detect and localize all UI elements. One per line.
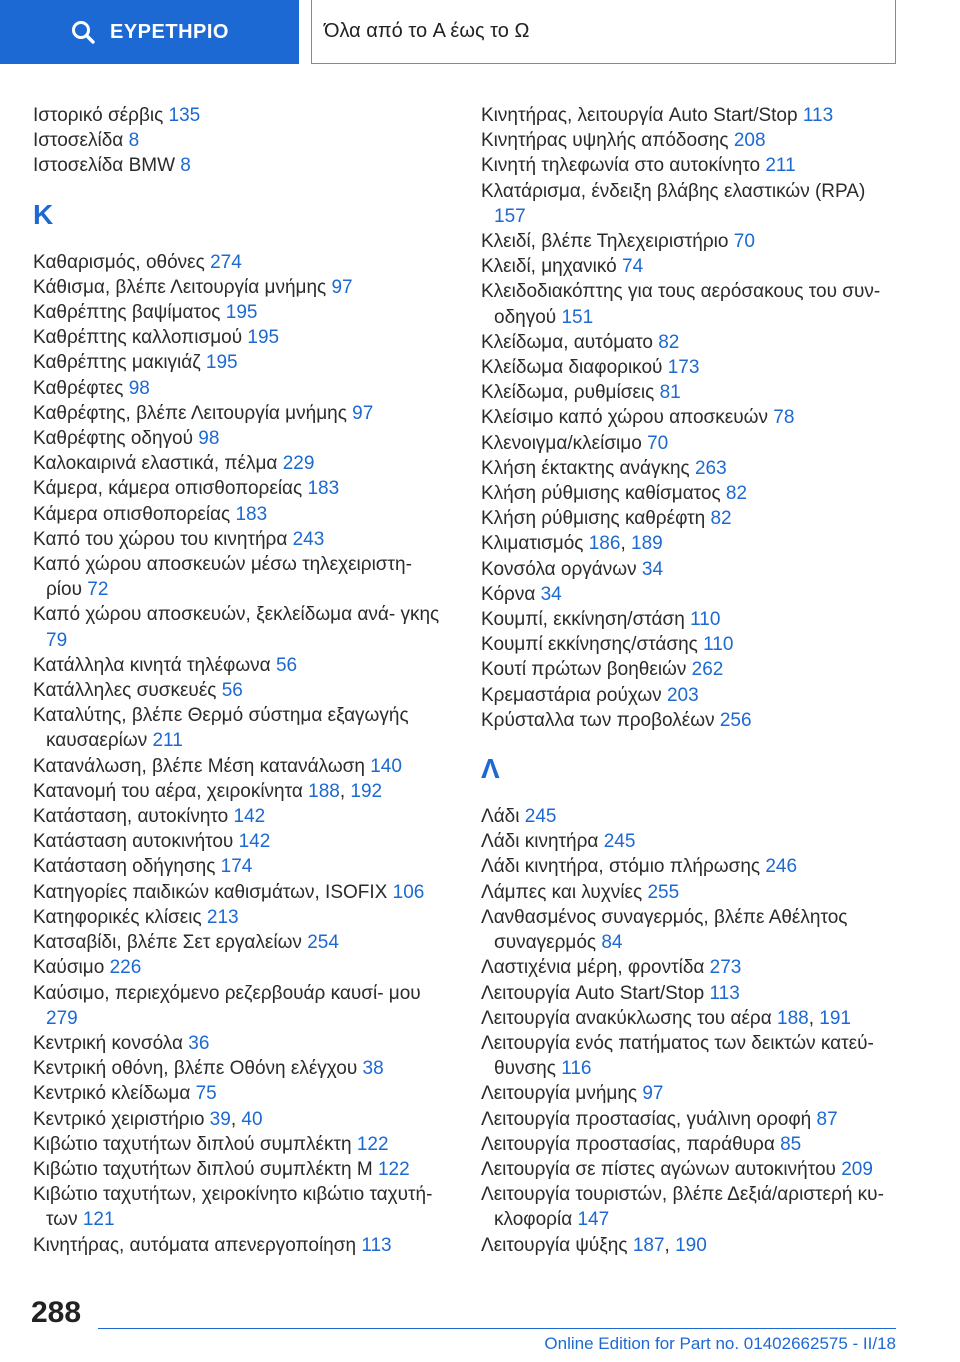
page-link[interactable]: 187 [632, 1234, 665, 1256]
index-entry [33, 703, 453, 753]
index-term: Ιστορικό σέρβις [33, 105, 169, 126]
page-link[interactable]: 195 [205, 352, 238, 374]
index-term: Καθρέφτης οδηγού [33, 428, 199, 450]
index-term: Κατηγορίες παιδικών καθισμάτων, ISOFIX [33, 881, 393, 903]
index-term: Καπό του χώρου του κινητήρα [33, 528, 293, 550]
page-link[interactable]: 122 [356, 1133, 389, 1155]
index-term: Λειτουργία προστασίας, παράθυρα [481, 1133, 781, 1155]
index-entry [33, 1233, 453, 1258]
page-link[interactable]: 39 [209, 1108, 231, 1130]
page-link[interactable]: 97 [331, 276, 353, 298]
index-entry [33, 451, 453, 476]
index-term: Κατάλληλα κινητά τηλέφωνα [33, 654, 276, 676]
index-entry [33, 153, 453, 178]
index-entry: Κεντρικό χειριστήριο 39, 40 [33, 1108, 263, 1130]
page-link[interactable]: 174 [220, 856, 253, 878]
index-term: Κλενοιγμα/κλείσιμο [481, 432, 648, 454]
page-link[interactable]: 173 [667, 357, 700, 379]
index-entry [481, 981, 901, 1006]
index-entry [481, 829, 901, 854]
page-link[interactable]: 192 [350, 780, 383, 802]
index-term: Λειτουργία σε πίστες αγώνων αυτοκινήτου [481, 1158, 842, 1180]
index-entry [33, 829, 453, 854]
index-entry [33, 1031, 453, 1056]
index-entry [481, 607, 901, 632]
index-term: Κιβώτιο ταχυτήτων, χειροκίνητο κιβώτιο ταχυτή‐ των [33, 1184, 433, 1231]
index-term: Κινητήρας, λειτουργία Auto Start/Stop [481, 105, 803, 126]
page-link[interactable]: 78 [773, 407, 795, 429]
footer-divider [98, 1328, 896, 1329]
index-term: Λάδι κινητήρα, στόμιο πλήρωσης [481, 856, 766, 878]
page-link[interactable]: 190 [675, 1234, 707, 1256]
page-link[interactable]: 110 [690, 609, 721, 631]
index-entry [33, 1157, 453, 1182]
footer-edition-link[interactable]: Online Edition for Part no. 01402662575 - II/18 [544, 1334, 896, 1353]
index-term: Λειτουργία ενός πατήματος των δεικτών κατεύ‐ θυνσης [481, 1032, 874, 1080]
page-link[interactable]: 81 [659, 382, 681, 404]
index-term: Λαστιχένια μέρη, φροντίδα [481, 957, 710, 979]
index-term: Κιβώτιο ταχυτήτων διπλού συμπλέκτη M [33, 1158, 378, 1180]
page-link[interactable]: 8 [128, 130, 140, 152]
page-link[interactable]: 274 [210, 251, 242, 273]
index-entry [481, 557, 901, 582]
index-term: Κλειδοδιακόπτης για τους αερόσακους του συν‐ οδηγού [481, 281, 881, 328]
index-term: Κλείδωμα, ρυθμίσεις [481, 382, 660, 404]
index-term: Κατηφορικές κλίσεις [33, 906, 207, 928]
index-term: Κατανάλωση, βλέπε Μέση κατανάλωση [33, 755, 371, 777]
index-entry [481, 657, 901, 682]
index-entry [481, 103, 901, 128]
index-term: Καθαρισμός, οθόνες [33, 251, 211, 273]
page-link[interactable]: 82 [658, 331, 680, 353]
page-link[interactable]: 246 [765, 856, 798, 878]
page-link[interactable]: 140 [370, 755, 402, 777]
index-term: Κλήση ρύθμισης καθίσματος [481, 483, 726, 505]
index-entry [33, 905, 453, 930]
page-link[interactable]: 82 [725, 483, 748, 505]
index-entry [33, 602, 453, 652]
page-link[interactable]: 203 [666, 684, 699, 706]
top-navigation [0, 0, 960, 66]
index-entry: Κλιματισμός 186, 189 [481, 533, 663, 555]
index-letter-heading: Λ [481, 753, 500, 785]
index-term: Λειτουργία μνήμης [481, 1083, 643, 1105]
index-term: Λανθασμένος συναγερμός, βλέπε Αθέλητος συναγερμός [481, 906, 848, 954]
page-link[interactable]: 38 [362, 1058, 384, 1080]
page-link[interactable]: 122 [377, 1158, 410, 1180]
index-entry [33, 103, 453, 128]
index-search-tab[interactable] [0, 0, 299, 64]
page-link[interactable]: 84 [601, 932, 623, 954]
index-entry [481, 128, 901, 153]
index-term: Κινητήρας υψηλής απόδοσης [481, 130, 734, 152]
index-entry [33, 325, 453, 350]
index-entry [481, 708, 901, 733]
page-link[interactable]: 75 [195, 1083, 217, 1105]
index-term: Κουμπί, εκκίνηση/στάση [481, 609, 691, 631]
page-link[interactable]: 211 [152, 730, 183, 752]
index-term: Κλατάρισμα, ένδειξη βλάβης ελαστικών (RPA) [481, 180, 866, 202]
index-entry [33, 804, 453, 829]
index-entry [481, 880, 901, 905]
page-link[interactable]: 209 [841, 1158, 873, 1180]
page-link[interactable]: 183 [235, 503, 268, 525]
page-link[interactable]: 226 [109, 957, 142, 979]
page-link[interactable]: 208 [733, 130, 766, 152]
index-term: Κατάσταση οδήγησης [33, 856, 221, 878]
index-entry [33, 401, 453, 426]
page-link[interactable]: 8 [180, 155, 191, 177]
index-entry [481, 1081, 901, 1106]
index-entry [33, 300, 453, 325]
page-link[interactable]: 116 [561, 1058, 592, 1080]
index-entry [33, 1132, 453, 1157]
page-link[interactable]: 188 [308, 780, 340, 802]
page-link[interactable]: 142 [233, 806, 266, 828]
page-link[interactable]: 245 [603, 831, 636, 853]
index-entry [481, 632, 901, 657]
index-term: Κατσαβίδι, βλέπε Σετ εργαλείων [33, 932, 308, 954]
index-entry [481, 1132, 901, 1157]
index-entry [481, 456, 901, 481]
index-entry [481, 1031, 901, 1081]
page-link[interactable]: 85 [780, 1133, 802, 1155]
index-term: Καθρέπτης μακιγιάζ [33, 352, 206, 374]
index-entry [33, 1056, 453, 1081]
page-link[interactable]: 97 [642, 1083, 664, 1105]
index-entry [33, 1182, 453, 1232]
index-term: Κόρνα [481, 583, 541, 605]
index-entry [33, 981, 453, 1031]
index-term: Λάδι [481, 806, 525, 828]
page-link[interactable]: 98 [128, 377, 150, 399]
index-entry [33, 476, 453, 501]
page-link[interactable]: 113 [709, 982, 740, 1004]
index-term: Καύσιμο, περιεχόμενο ρεζερβουάρ καυσί‐ μου [33, 982, 421, 1004]
index-term: Κρύσταλλα των προβολέων [481, 709, 720, 731]
index-entry [33, 502, 453, 527]
index-entry [481, 955, 901, 980]
index-entry [33, 350, 453, 375]
page-link[interactable]: 211 [765, 155, 796, 177]
page-link[interactable]: 157 [494, 205, 526, 227]
index-term: Κατάσταση, αυτοκίνητο [33, 806, 234, 828]
index-entry [33, 376, 453, 401]
index-term: Καταλύτης, βλέπε Θερμό σύστημα εξαγωγής καυσαερίων [33, 705, 409, 752]
index-term: Λειτουργία προστασίας, γυάλινη οροφή [481, 1108, 817, 1130]
index-term: Καπό χώρου αποσκευών, ξεκλείδωμα ανά‐ γκης [33, 604, 440, 626]
index-term: Λάδι κινητήρα [481, 831, 604, 853]
index-entry [481, 481, 901, 506]
index-term: Κλήση ρύθμισης καθρέφτη [481, 508, 711, 530]
index-term: Κάμερα οπισθοπορείας [33, 503, 236, 525]
index-entry [33, 527, 453, 552]
index-entry: Κατανομή του αέρα, χειροκίνητα 188, 192 [33, 780, 383, 802]
index-entry [33, 275, 453, 300]
index-entry [33, 653, 453, 678]
index-column-left [33, 103, 453, 1258]
index-letter-heading: K [33, 198, 54, 230]
page-link[interactable]: 70 [647, 432, 669, 454]
index-entry [481, 506, 901, 531]
page-link[interactable]: 229 [282, 453, 315, 475]
page-link[interactable]: 273 [709, 957, 742, 979]
search-icon [70, 19, 96, 45]
page-link[interactable]: 98 [198, 428, 220, 450]
index-term: Κρεμαστάρια ρούχων [481, 684, 667, 706]
index-term: Κουμπί εκκίνησης/στάσης [481, 634, 704, 656]
index-entry [481, 854, 901, 879]
page-link[interactable]: 82 [710, 508, 732, 530]
index-term: Ιστοσελίδα BMW [33, 155, 181, 177]
index-term: Καλοκαιρινά ελαστικά, πέλμα [33, 453, 283, 475]
page-link[interactable]: 97 [352, 402, 374, 424]
index-term: Κλειδί, βλέπε Τηλεχειριστήριο [481, 231, 734, 253]
index-entry [33, 426, 453, 451]
page-link[interactable]: 189 [631, 533, 663, 555]
index-term: Κινητήρας, αυτόματα απενεργοποίηση [33, 1234, 362, 1256]
index-entry: Λειτουργία ψύξης 187, 190 [481, 1234, 707, 1256]
page-link[interactable]: 191 [819, 1007, 851, 1029]
page-link[interactable]: 213 [206, 906, 239, 928]
index-entry [481, 355, 901, 380]
page-link[interactable]: 70 [733, 231, 755, 253]
index-term: Κλιματισμός [481, 533, 589, 555]
index-term: Καπό χώρου αποσκευών μέσω τηλεχειριστη‐ ρίου [33, 554, 412, 601]
page-link[interactable]: 254 [307, 932, 339, 954]
index-entry [481, 804, 901, 829]
index-tab-label: ΕΥΡΕΤΗΡΙΟ [110, 20, 229, 43]
index-entry [481, 1157, 901, 1182]
page-link[interactable]: 245 [524, 806, 557, 828]
index-term: Καθρέπτης καλλοπισμού [33, 327, 248, 349]
index-entry [33, 250, 453, 275]
index-entry [481, 1182, 901, 1232]
index-term: Λειτουργία Auto Start/Stop [481, 982, 710, 1004]
index-entry: Λειτουργία ανακύκλωσης του αέρα 188, 191 [481, 1007, 851, 1029]
page-link[interactable]: 79 [46, 629, 68, 651]
index-term: Καύσιμο [33, 957, 110, 979]
page-link[interactable]: 188 [777, 1007, 809, 1029]
page-link[interactable]: 40 [241, 1108, 263, 1130]
index-entry [481, 683, 901, 708]
page-link[interactable]: 56 [221, 680, 243, 702]
page-link[interactable]: 87 [816, 1108, 838, 1130]
index-entry [481, 582, 901, 607]
index-entry [33, 854, 453, 879]
index-entry [481, 330, 901, 355]
index-entry [33, 930, 453, 955]
index-column-right [481, 103, 901, 1258]
page-link[interactable]: 74 [622, 256, 644, 278]
page-link[interactable]: 279 [46, 1007, 78, 1029]
index-entry [33, 1081, 453, 1106]
page-link[interactable]: 110 [703, 634, 734, 656]
page-link[interactable]: 243 [292, 528, 325, 550]
page-link[interactable]: 195 [247, 327, 280, 349]
page-link[interactable]: 113 [802, 105, 834, 126]
page-link[interactable]: 262 [691, 659, 724, 681]
index-entry [481, 405, 901, 430]
index-term: Λειτουργία τουριστών, βλέπε Δεξιά/αριστερή κυ‐ κλοφορία [481, 1184, 884, 1231]
index-entry [481, 153, 901, 178]
index-term: Λειτουργία ανακύκλωσης του αέρα [481, 1007, 778, 1029]
index-term: Κεντρική κονσόλα [33, 1032, 189, 1054]
section-title: Όλα από το A έως το Ω [311, 0, 896, 64]
index-term: Κατανομή του αέρα, χειροκίνητα [33, 780, 309, 802]
index-entry [481, 905, 901, 955]
page-link[interactable]: 56 [275, 654, 298, 676]
index-entry [33, 678, 453, 703]
index-entry [33, 552, 453, 602]
index-term: Ιστοσελίδα [33, 130, 129, 152]
page-link[interactable]: 183 [307, 478, 340, 500]
index-term: Κεντρική οθόνη, βλέπε Οθόνη ελέγχου [33, 1058, 363, 1080]
page-link[interactable]: 255 [647, 881, 680, 903]
index-term: Κάμερα, κάμερα οπισθοπορείας [33, 478, 308, 500]
page-link[interactable]: 142 [238, 831, 271, 853]
page-link[interactable]: 195 [225, 302, 258, 324]
index-term: Κουτί πρώτων βοηθειών [481, 659, 692, 681]
index-term: Κλείσιμο καπό χώρου αποσκευών [481, 407, 774, 429]
index-term: Κλείδωμα διαφορικού [481, 357, 668, 379]
index-entry [481, 1107, 901, 1132]
index-term: Κλειδί, μηχανικό [481, 256, 623, 278]
index-term: Καθρέφτες [33, 377, 129, 399]
page-link[interactable]: 72 [87, 579, 109, 601]
page-link[interactable]: 263 [694, 457, 727, 479]
index-term: Κεντρικό κλείδωμα [33, 1083, 196, 1105]
index-entry [481, 254, 901, 279]
index-entry [33, 754, 453, 779]
page-link[interactable]: 106 [392, 881, 425, 903]
index-term: Κιβώτιο ταχυτήτων διπλού συμπλέκτη [33, 1133, 357, 1155]
page-link[interactable]: 34 [540, 583, 562, 605]
index-entry [33, 128, 453, 153]
index-term: Κινητή τηλεφωνία στο αυτοκίνητο [481, 155, 766, 177]
index-entry [33, 955, 453, 980]
page-link[interactable]: 36 [188, 1032, 210, 1054]
page-link[interactable]: 34 [641, 558, 664, 580]
index-entry [481, 380, 901, 405]
index-term: Κατάσταση αυτοκινήτου [33, 831, 239, 853]
index-entry [481, 229, 901, 254]
index-term: Κατάλληλες συσκευές [33, 680, 222, 702]
index-term: Λάμπες και λυχνίες [481, 881, 648, 903]
page-number: 288 [31, 1296, 82, 1329]
page-link[interactable]: 121 [82, 1209, 115, 1231]
index-term: Κλήση έκτακτης ανάγκης [481, 457, 695, 479]
index-entry [481, 431, 901, 456]
page-link[interactable]: 113 [361, 1234, 392, 1256]
page-link[interactable]: 151 [561, 306, 594, 328]
index-term: Κάθισμα, βλέπε Λειτουργία μνήμης [33, 276, 332, 298]
index-term: Κονσόλα οργάνων [481, 558, 642, 580]
page-link[interactable]: 135 [168, 105, 201, 126]
index-term: Καθρέφτης, βλέπε Λειτουργία μνήμης [33, 402, 353, 424]
page-link[interactable]: 147 [577, 1209, 610, 1231]
index-entry [33, 880, 453, 905]
page-link[interactable]: 256 [719, 709, 752, 731]
index-entry [481, 279, 901, 329]
index-term: Λειτουργία ψύξης [481, 1234, 633, 1256]
index-term: Κεντρικό χειριστήριο [33, 1108, 210, 1130]
index-term: Καθρέπτης βαψίματος [33, 302, 226, 324]
index-term: Κλείδωμα, αυτόματο [481, 331, 659, 353]
index-entry [481, 179, 901, 229]
page-link[interactable]: 186 [588, 533, 621, 555]
